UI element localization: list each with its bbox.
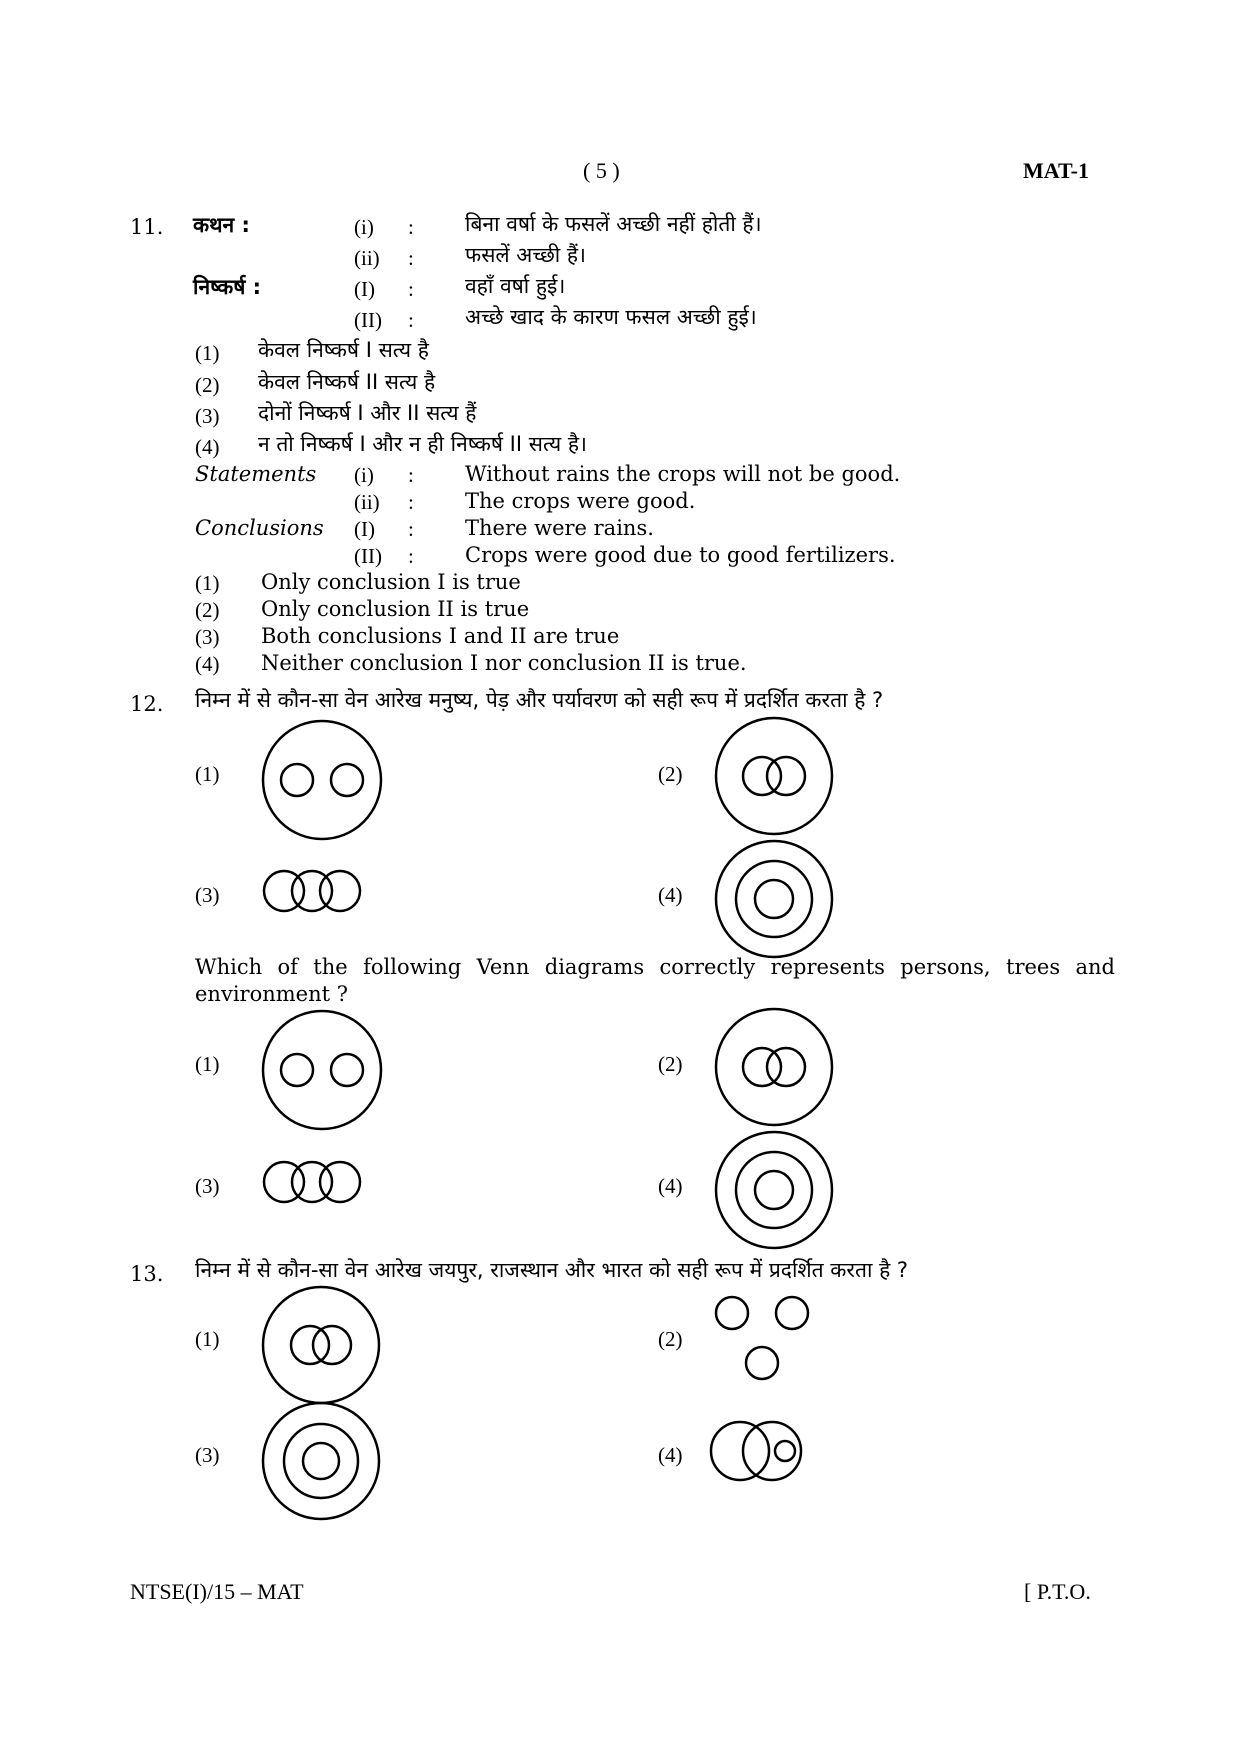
venn-diagram-option-3 <box>260 1400 382 1522</box>
colon: : <box>408 544 414 568</box>
option-text-hindi: दोनों निष्कर्ष I और II सत्य हैं <box>258 401 477 425</box>
venn-diagram-option-2 <box>713 715 835 837</box>
statements-label: Statements <box>195 462 317 486</box>
option-label: (1) <box>195 762 220 786</box>
colon: : <box>408 490 414 514</box>
venn-diagram-option-1 <box>260 718 384 842</box>
question-12-english-line-2: environment ? <box>195 982 348 1006</box>
venn-diagram-option-4 <box>713 838 835 960</box>
colon: : <box>408 517 414 541</box>
venn-diagram-option-1 <box>260 1284 382 1406</box>
option-text: Neither conclusion I nor conclusion II is true. <box>261 651 747 675</box>
question-12-hindi: निम्न में से कौन-सा वेन आरेख मनुष्य, पेड़ और पर्यावरण को सही रूप में प्रदर्शित करता है ? <box>195 688 884 712</box>
colon: : <box>408 463 414 487</box>
option-label: (3) <box>195 1174 220 1198</box>
venn-diagram-option-3 <box>260 1159 364 1205</box>
question-13-number: 13. <box>130 1262 164 1286</box>
question-11-number: 11. <box>130 215 164 239</box>
conclusion-num: (II) <box>354 308 382 332</box>
option-label: (3) <box>195 883 220 907</box>
option-text: Both conclusions I and II are true <box>261 624 620 648</box>
option-label: (3) <box>195 1443 220 1467</box>
option-num: (3) <box>195 404 220 428</box>
option-num: (2) <box>195 598 220 622</box>
option-label: (1) <box>195 1052 220 1076</box>
option-label: (2) <box>658 762 683 786</box>
option-text: Only conclusion II is true <box>261 597 530 621</box>
option-num: (3) <box>195 625 220 649</box>
option-label: (4) <box>658 1174 683 1198</box>
venn-diagram-option-1 <box>260 1008 384 1132</box>
statement-num: (i) <box>354 215 374 239</box>
option-text-hindi: केवल निष्कर्ष II सत्य है <box>258 370 436 394</box>
question-13-hindi: निम्न में से कौन-सा वेन आरेख जयपुर, राजस्थान और भारत को सही रूप में प्रदर्शित करता है ? <box>195 1258 909 1282</box>
footer-pto: [ P.T.O. <box>1024 1579 1091 1604</box>
statement-text: Without rains the crops will not be good. <box>465 462 901 486</box>
conclusion-text: Crops were good due to good fertilizers. <box>465 543 896 567</box>
option-label: (4) <box>658 1443 683 1467</box>
option-num: (2) <box>195 373 220 397</box>
venn-diagram-option-2 <box>708 1290 828 1390</box>
option-label: (2) <box>658 1327 683 1351</box>
statement-text-hindi: फसलें अच्छी हैं। <box>465 243 587 267</box>
statement-num: (ii) <box>354 246 380 270</box>
statement-num: (i) <box>354 463 374 487</box>
colon: : <box>408 277 414 301</box>
paper-code: MAT-1 <box>1023 158 1089 183</box>
option-label: (2) <box>658 1052 683 1076</box>
question-12-number: 12. <box>130 692 164 716</box>
statement-text: The crops were good. <box>465 489 696 513</box>
option-text-hindi: केवल निष्कर्ष I सत्य है <box>258 338 429 362</box>
conclusion-num: (II) <box>354 544 382 568</box>
statements-label-hindi: कथन : <box>193 213 250 237</box>
colon: : <box>408 215 414 239</box>
conclusions-label: Conclusions <box>195 516 324 540</box>
conclusion-text-hindi: अच्छे खाद के कारण फसल अच्छी हुई। <box>465 305 757 329</box>
colon: : <box>408 246 414 270</box>
footer-paper-code: NTSE(I)/15 – MAT <box>130 1579 304 1604</box>
option-num: (1) <box>195 571 220 595</box>
venn-diagram-option-4 <box>710 1418 810 1484</box>
colon: : <box>408 308 414 332</box>
statement-text-hindi: बिना वर्षा के फसलें अच्छी नहीं होती हैं। <box>465 212 762 236</box>
option-num: (4) <box>195 435 220 459</box>
conclusion-num: (I) <box>354 277 375 301</box>
venn-diagram-option-4 <box>713 1129 835 1251</box>
option-label: (1) <box>195 1327 220 1351</box>
option-text-hindi: न तो निष्कर्ष I और न ही निष्कर्ष II सत्य है। <box>258 432 587 456</box>
question-12-english-line-1: Which of the following Venn diagrams correctly represents persons, trees and <box>195 955 1115 979</box>
option-num: (1) <box>195 341 220 365</box>
conclusion-text-hindi: वहाँ वर्षा हुई। <box>465 274 566 298</box>
statement-num: (ii) <box>354 490 380 514</box>
option-num: (4) <box>195 652 220 676</box>
conclusion-text: There were rains. <box>465 516 654 540</box>
conclusion-num: (I) <box>354 517 375 541</box>
option-label: (4) <box>658 883 683 907</box>
conclusions-label-hindi: निष्कर्ष : <box>193 275 262 299</box>
option-text: Only conclusion I is true <box>261 570 521 594</box>
venn-diagram-option-3 <box>260 868 364 914</box>
page-number: ( 5 ) <box>583 158 620 183</box>
venn-diagram-option-2 <box>713 1006 835 1128</box>
